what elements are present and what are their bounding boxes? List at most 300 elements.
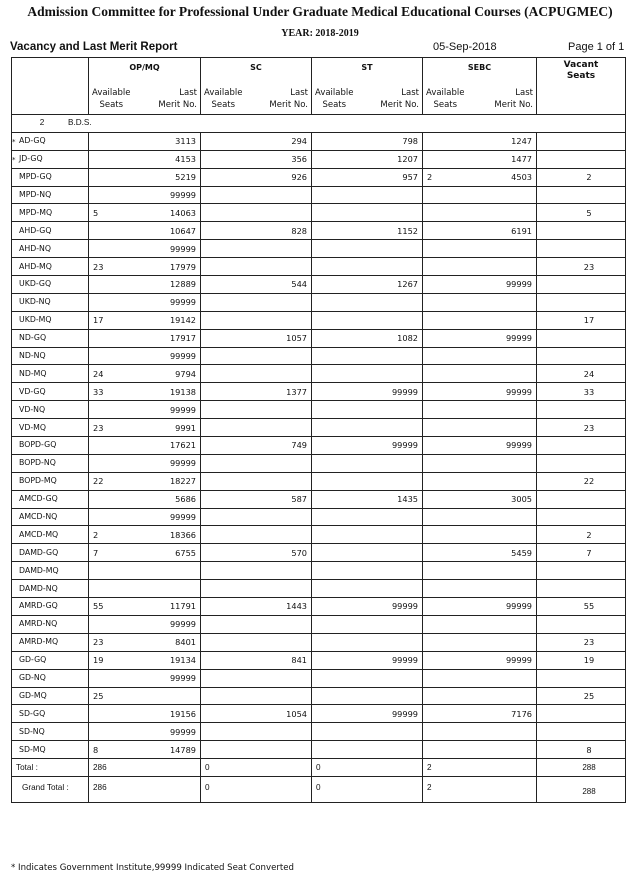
sc-cell (201, 329, 312, 347)
institute-quota-label: GD-NQ (19, 673, 46, 683)
last-merit-value: 17917 (169, 333, 196, 344)
vacant-seats-value (537, 401, 626, 419)
st-cell (312, 383, 423, 401)
table-row (12, 150, 626, 168)
last-merit-value: 11791 (169, 601, 196, 612)
st-cell (312, 132, 423, 150)
table-row (12, 687, 626, 705)
institute-quota-label: ND-NQ (19, 351, 46, 361)
institute-quota-label: UKD-GQ (19, 279, 52, 289)
last-merit-value: 1247 (511, 136, 532, 147)
institute-quota-label: DAMD-NQ (19, 583, 58, 593)
footnote: * Indicates Government Institute,99999 Indicated Seat Converted (11, 863, 295, 873)
st-cell (312, 615, 423, 633)
institute-quota-label: GD-MQ (19, 690, 47, 700)
last-merit-value: 356 (291, 154, 307, 165)
report-date: 05-Sep-2018 (433, 41, 497, 53)
available-seats-header: Available Seats (204, 88, 243, 110)
sebc-cell (423, 723, 537, 741)
institute-quota-cell (12, 544, 89, 562)
total-se-value: 2 (423, 759, 537, 777)
government-institute-marker: * (12, 137, 16, 146)
vacant-seats-value (537, 276, 626, 294)
grand-total-sc-value: 0 (201, 776, 312, 802)
institute-quota-label: MPD-MQ (19, 207, 53, 217)
st-cell (312, 150, 423, 168)
sebc-cell (423, 705, 537, 723)
table-row (12, 168, 626, 186)
sc-cell (201, 365, 312, 383)
last-merit-value: 4503 (511, 172, 532, 183)
sebc-cell (423, 168, 537, 186)
group-header-st (312, 58, 423, 115)
op-mq-cell (89, 598, 201, 616)
grand-total-st-value: 0 (312, 776, 423, 802)
grand-total-label: Grand Total : (12, 776, 89, 802)
year-label: YEAR: 2018-2019 (281, 28, 359, 39)
vacant-seats-value (537, 132, 626, 150)
course-section-row (12, 115, 626, 133)
total-st-value: 0 (312, 759, 423, 777)
op-mq-cell (89, 401, 201, 419)
st-cell (312, 347, 423, 365)
last-merit-value: 99999 (391, 708, 418, 719)
institute-quota-cell (12, 651, 89, 669)
op-mq-cell (89, 258, 201, 276)
grand-total-se-value: 2 (423, 776, 537, 802)
grand-total-vacant-value: 288 (537, 776, 626, 802)
last-merit-value: 1082 (397, 333, 418, 344)
vacant-seats-value: 7 (537, 544, 626, 562)
vacant-seats-value (537, 508, 626, 526)
table-row (12, 562, 626, 580)
government-institute-marker: * (12, 155, 16, 164)
table-row (12, 651, 626, 669)
last-merit-value: 841 (291, 655, 307, 666)
op-mq-cell (89, 651, 201, 669)
institute-quota-label: AHD-MQ (19, 261, 52, 271)
last-merit-value: 5219 (175, 172, 196, 183)
vacant-seats-value (537, 293, 626, 311)
st-cell (312, 651, 423, 669)
table-row (12, 132, 626, 150)
institute-quota-label: AMCD-NQ (19, 512, 58, 522)
last-merit-value: 6191 (511, 225, 532, 236)
st-cell (312, 401, 423, 419)
sebc-cell (423, 687, 537, 705)
sebc-cell (423, 741, 537, 759)
last-merit-value: 1054 (286, 708, 307, 719)
last-merit-value: 99999 (169, 673, 196, 684)
last-merit-value: 8401 (175, 637, 196, 648)
sebc-cell (423, 222, 537, 240)
committee-title: Admission Committee for Professional Under Graduate Medical Educational Courses (ACPUGMEC) (27, 4, 613, 19)
course-name: B.D.S. (68, 118, 92, 128)
op-mq-cell (89, 723, 201, 741)
sc-cell (201, 383, 312, 401)
last-merit-value: 99999 (169, 726, 196, 737)
institute-quota-label: ND-MQ (19, 368, 47, 378)
sc-cell (201, 276, 312, 294)
last-merit-value: 99999 (169, 619, 196, 630)
institute-quota-cell (12, 204, 89, 222)
last-merit-value: 1057 (286, 333, 307, 344)
institute-quota-label: SD-NQ (19, 726, 45, 736)
table-row (12, 347, 626, 365)
last-merit-value: 99999 (391, 601, 418, 612)
available-seats-value: 8 (93, 744, 99, 755)
sc-cell (201, 204, 312, 222)
st-cell (312, 311, 423, 329)
table-row (12, 741, 626, 759)
total-label: Total : (12, 759, 89, 777)
st-cell (312, 669, 423, 687)
last-merit-value: 99999 (169, 190, 196, 200)
institute-quota-label: AMCD-MQ (19, 529, 59, 539)
st-cell (312, 204, 423, 222)
sc-cell (201, 615, 312, 633)
institute-quota-label: JD-GQ (19, 154, 43, 164)
group-header-sc (201, 58, 312, 115)
available-seats-value: 22 (93, 476, 104, 487)
table-row (12, 186, 626, 204)
institute-quota-cell (12, 293, 89, 311)
last-merit-value: 1152 (397, 225, 418, 236)
vacant-seats-value: 2 (537, 168, 626, 186)
group-title: SEBC (467, 63, 492, 72)
op-mq-cell (89, 741, 201, 759)
sc-cell (201, 293, 312, 311)
sebc-cell (423, 598, 537, 616)
last-merit-value: 4153 (175, 154, 196, 165)
institute-quota-cell (12, 347, 89, 365)
institute-quota-label: SD-MQ (19, 744, 46, 754)
last-merit-value: 99999 (169, 243, 196, 254)
table-row (12, 276, 626, 294)
table-row (12, 580, 626, 598)
op-mq-cell (89, 293, 201, 311)
sc-cell (201, 633, 312, 651)
last-merit-value: 99999 (505, 440, 532, 451)
st-cell (312, 472, 423, 490)
institute-quota-label: UKD-NQ (19, 297, 51, 307)
st-cell (312, 687, 423, 705)
last-merit-value: 1207 (397, 154, 418, 165)
last-merit-value: 3113 (175, 136, 196, 147)
st-cell (312, 454, 423, 472)
available-seats-value: 23 (93, 637, 104, 648)
op-mq-cell (89, 419, 201, 437)
last-merit-header: Last Merit No. (494, 88, 533, 110)
available-seats-value: 33 (93, 386, 104, 397)
institute-quota-cell (12, 168, 89, 186)
institute-quota-label: BOPD-NQ (19, 458, 56, 468)
vacant-seats-value (537, 150, 626, 168)
sc-cell (201, 311, 312, 329)
sc-cell (201, 401, 312, 419)
sebc-cell (423, 204, 537, 222)
institute-quota-label: AHD-GQ (19, 225, 52, 235)
vacant-seats-header: Vacant Seats (537, 58, 626, 115)
sc-cell (201, 490, 312, 508)
last-merit-value: 5686 (175, 494, 196, 505)
institute-quota-cell (12, 276, 89, 294)
st-cell (312, 544, 423, 562)
available-seats-value: 2 (427, 172, 433, 183)
op-mq-cell (89, 222, 201, 240)
available-seats-value: 2 (93, 529, 99, 540)
op-mq-cell (89, 186, 201, 204)
institute-quota-cell (12, 150, 89, 168)
sebc-cell (423, 311, 537, 329)
institute-quota-cell (12, 490, 89, 508)
page-indicator: Page 1 of 1 (568, 41, 625, 53)
institute-quota-cell (12, 311, 89, 329)
op-mq-cell (89, 276, 201, 294)
available-seats-header: Available Seats (92, 88, 131, 110)
vacant-seats-value: 22 (537, 472, 626, 490)
last-merit-value: 7176 (511, 708, 532, 719)
st-cell (312, 526, 423, 544)
institute-quota-cell (12, 669, 89, 687)
vacant-seats-value: 2 (537, 526, 626, 544)
last-merit-value: 99999 (391, 440, 418, 451)
vacant-seats-value: 23 (537, 633, 626, 651)
vacant-seats-value: 55 (537, 598, 626, 616)
sc-cell (201, 186, 312, 204)
institute-quota-label: AMCD-GQ (19, 494, 58, 504)
st-cell (312, 437, 423, 455)
institute-quota-label: UKD-MQ (19, 315, 52, 325)
last-merit-value: 544 (291, 279, 307, 290)
st-cell (312, 365, 423, 383)
institute-quota-label: AMRD-GQ (19, 601, 58, 611)
institute-quota-label: VD-NQ (19, 404, 46, 414)
vacant-seats-value: 24 (537, 365, 626, 383)
vacant-seats-value: 8 (537, 741, 626, 759)
sebc-cell (423, 580, 537, 598)
op-mq-cell (89, 329, 201, 347)
sebc-cell (423, 651, 537, 669)
op-mq-cell (89, 311, 201, 329)
last-merit-value: 99999 (391, 655, 418, 666)
vacant-seats-value (537, 723, 626, 741)
sebc-cell (423, 347, 537, 365)
vacant-seats-value (537, 454, 626, 472)
last-merit-header: Last Merit No. (158, 88, 197, 110)
op-mq-cell (89, 580, 201, 598)
sc-cell (201, 258, 312, 276)
sebc-cell (423, 437, 537, 455)
institute-quota-cell (12, 598, 89, 616)
table-row (12, 615, 626, 633)
table-row (12, 669, 626, 687)
last-merit-value: 18227 (169, 476, 196, 487)
institute-quota-label: AD-GQ (19, 136, 46, 146)
institute-quota-cell (12, 240, 89, 258)
last-merit-value: 798 (402, 136, 418, 147)
sc-cell (201, 472, 312, 490)
institute-quota-cell (12, 329, 89, 347)
available-seats-value: 7 (93, 547, 99, 558)
vacancy-table (11, 57, 626, 803)
vacant-seats-value (537, 240, 626, 258)
last-merit-value: 10647 (169, 225, 196, 236)
op-mq-cell (89, 365, 201, 383)
st-cell (312, 490, 423, 508)
table-row (12, 293, 626, 311)
course-number: 2 (39, 118, 45, 128)
available-seats-header: Available Seats (426, 88, 465, 110)
available-seats-header: Available Seats (315, 88, 354, 110)
table-row (12, 365, 626, 383)
last-merit-value: 587 (291, 494, 307, 505)
last-merit-value: 19134 (169, 655, 196, 666)
last-merit-value: 570 (291, 547, 307, 558)
institute-quota-cell (12, 633, 89, 651)
table-row (12, 419, 626, 437)
institute-quota-cell (12, 365, 89, 383)
last-merit-value: 17979 (169, 261, 196, 272)
sc-cell (201, 562, 312, 580)
sebc-cell (423, 365, 537, 383)
st-cell (312, 168, 423, 186)
last-merit-value: 99999 (169, 297, 196, 308)
sc-cell (201, 723, 312, 741)
vacant-seats-value (537, 580, 626, 598)
op-mq-cell (89, 437, 201, 455)
table-row (12, 329, 626, 347)
op-mq-cell (89, 562, 201, 580)
sc-cell (201, 687, 312, 705)
institute-quota-label: SD-GQ (19, 708, 46, 718)
institute-quota-label: MPD-NQ (19, 190, 52, 199)
last-merit-value: 99999 (505, 601, 532, 612)
table-row (12, 222, 626, 240)
sebc-cell (423, 544, 537, 562)
table-row (12, 454, 626, 472)
sebc-cell (423, 329, 537, 347)
st-cell (312, 293, 423, 311)
institute-quota-cell (12, 741, 89, 759)
institute-quota-cell (12, 705, 89, 723)
institute-quota-cell (12, 383, 89, 401)
sebc-cell (423, 293, 537, 311)
vacant-seats-value (537, 222, 626, 240)
grand-total-op-value: 286 (89, 776, 201, 802)
available-seats-value: 17 (93, 315, 104, 326)
table-row (12, 508, 626, 526)
sebc-cell (423, 401, 537, 419)
sebc-cell (423, 240, 537, 258)
table-row (12, 258, 626, 276)
total-op-value: 286 (89, 759, 201, 777)
sc-cell (201, 347, 312, 365)
vacant-seats-value (537, 615, 626, 633)
st-cell (312, 240, 423, 258)
vacant-seats-value: 23 (537, 258, 626, 276)
sebc-cell (423, 454, 537, 472)
last-merit-value: 1477 (511, 154, 532, 165)
last-merit-value: 957 (402, 172, 418, 183)
sc-cell (201, 222, 312, 240)
institute-quota-cell (12, 437, 89, 455)
op-mq-cell (89, 383, 201, 401)
grand-total-row (12, 776, 626, 802)
institute-quota-label: AMRD-NQ (19, 619, 58, 629)
sebc-cell (423, 669, 537, 687)
institute-quota-label: VD-MQ (19, 422, 47, 432)
op-mq-cell (89, 633, 201, 651)
op-mq-cell (89, 472, 201, 490)
vacant-seats-value: 19 (537, 651, 626, 669)
last-merit-value: 1377 (286, 386, 307, 397)
sebc-cell (423, 150, 537, 168)
institute-quota-label: DAMD-MQ (19, 565, 59, 575)
last-merit-value: 19156 (169, 708, 196, 719)
last-merit-value: 99999 (391, 386, 418, 397)
op-mq-cell (89, 508, 201, 526)
institute-quota-cell (12, 222, 89, 240)
sc-cell (201, 669, 312, 687)
last-merit-header: Last Merit No. (380, 88, 419, 110)
sc-cell (201, 132, 312, 150)
st-cell (312, 562, 423, 580)
last-merit-value: 17621 (169, 440, 196, 451)
last-merit-value: 9794 (175, 368, 196, 379)
institute-quota-cell (12, 419, 89, 437)
vacant-seats-value (537, 437, 626, 455)
op-mq-cell (89, 347, 201, 365)
last-merit-value: 99999 (169, 512, 196, 523)
last-merit-value: 99999 (505, 333, 532, 344)
table-row (12, 472, 626, 490)
institute-quota-label: MPD-GQ (19, 172, 52, 182)
header-row (12, 58, 626, 115)
table-row (12, 633, 626, 651)
st-cell (312, 741, 423, 759)
institute-quota-cell (12, 401, 89, 419)
sc-cell (201, 419, 312, 437)
sebc-cell (423, 419, 537, 437)
available-seats-value: 23 (93, 261, 104, 272)
institute-quota-label: BOPD-GQ (19, 440, 57, 450)
last-merit-value: 99999 (505, 655, 532, 666)
institute-quota-label: DAMD-GQ (19, 547, 59, 557)
last-merit-value: 5459 (511, 547, 532, 558)
sebc-cell (423, 490, 537, 508)
vacant-seats-value: 23 (537, 419, 626, 437)
available-seats-value: 23 (93, 422, 104, 433)
last-merit-value: 19138 (169, 386, 196, 397)
sebc-cell (423, 508, 537, 526)
last-merit-value: 99999 (169, 458, 196, 469)
st-cell (312, 598, 423, 616)
op-mq-cell (89, 240, 201, 258)
institute-quota-label: VD-GQ (19, 386, 46, 396)
st-cell (312, 186, 423, 204)
sc-cell (201, 508, 312, 526)
last-merit-value: 749 (291, 440, 307, 451)
last-merit-value: 14063 (169, 207, 196, 218)
group-title: SC (250, 63, 262, 72)
op-mq-cell (89, 615, 201, 633)
last-merit-value: 12889 (169, 279, 196, 290)
op-mq-cell (89, 544, 201, 562)
last-merit-value: 828 (291, 225, 307, 236)
last-merit-value: 18366 (169, 529, 196, 540)
institute-quota-cell (12, 258, 89, 276)
